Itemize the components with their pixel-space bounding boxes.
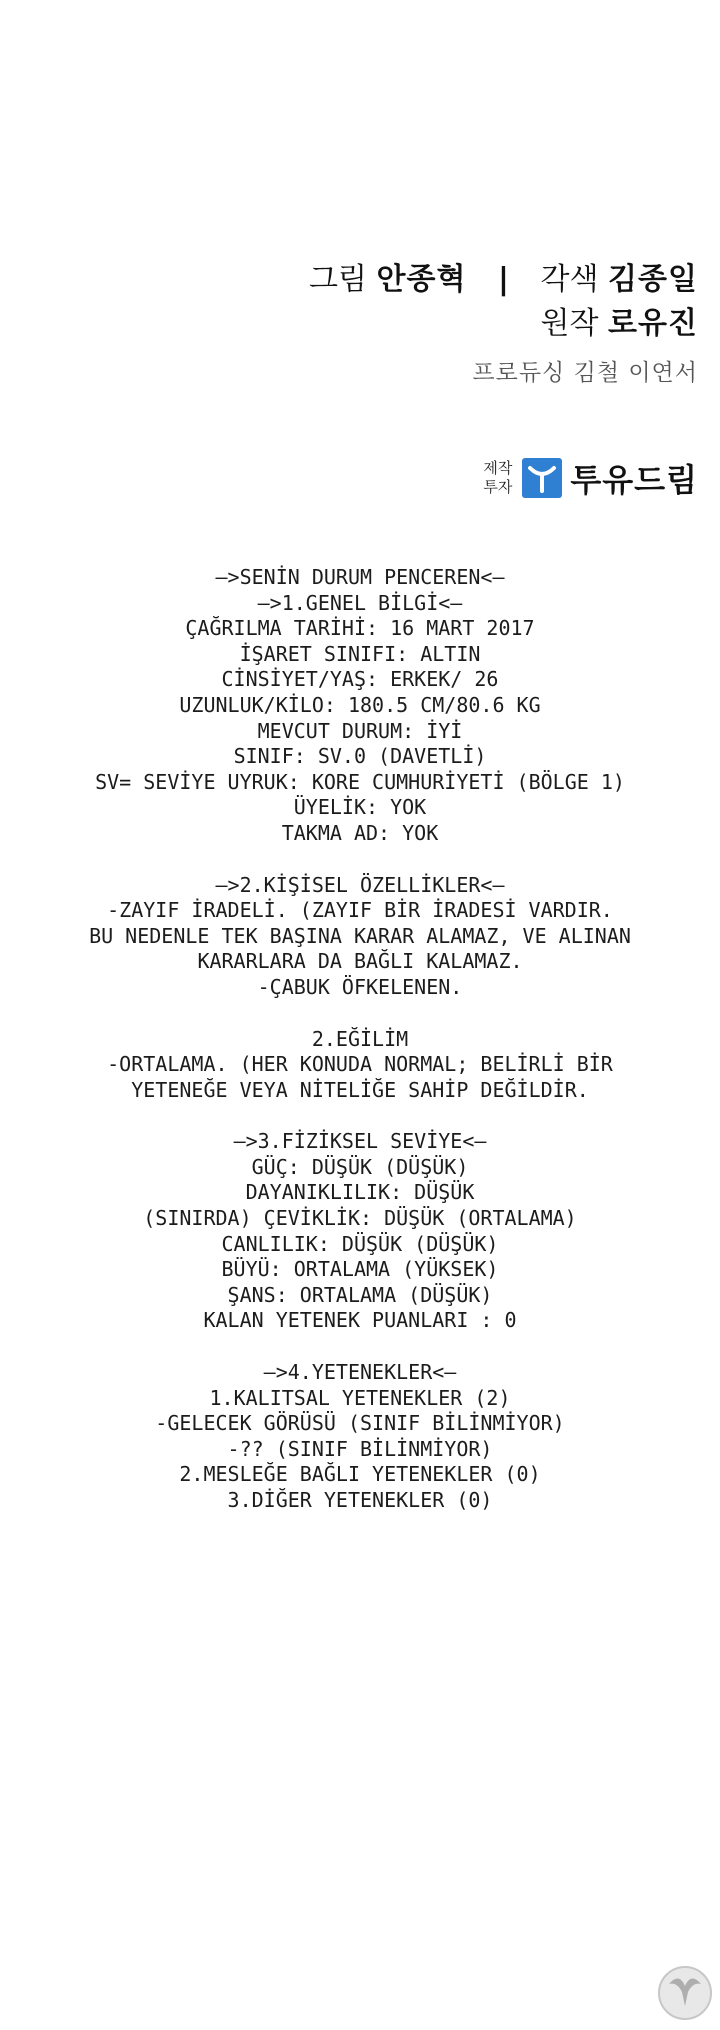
general-info-line: SV= SEVİYE UYRUK: KORE CUMHURİYETİ (BÖLGE 1) (95, 769, 625, 794)
tendency-line: YETENEĞE VEYA NİTELİĞE SAHİP DEĞİLDİR. (131, 1077, 589, 1102)
art-role: 그림 (309, 262, 367, 297)
skills-heading: –>4.YETENEKLER<– (263, 1360, 457, 1385)
skills-line: 1.KALITSAL YETENEKLER (2) (209, 1385, 511, 1410)
general-info-line: SINIF: SV.0 (DAVETLİ) (233, 744, 487, 769)
adapt-name: 김종일 (608, 262, 698, 297)
adapt-role: 각색 (540, 262, 599, 297)
skills-line: -?? (SINIF BİLİNMİYOR) (227, 1436, 493, 1461)
studio-name: 투유드림 (570, 461, 698, 499)
physical-level-line: (SINIRDA) ÇEVİKLİK: DÜŞÜK (ORTALAMA) (143, 1206, 577, 1231)
physical-level-heading: –>3.FİZİKSEL SEVİYE<– (233, 1129, 487, 1154)
general-info-line: ÜYELİK: YOK (293, 795, 427, 820)
section-gap (20, 1103, 700, 1129)
credit-line-art-adapt (309, 258, 698, 302)
tendency-line: -ORTALAMA. (HER KONUDA NORMAL; BELİRLİ BİR (107, 1052, 613, 1077)
tudream-logo-icon (522, 458, 562, 498)
section-gap (20, 847, 700, 873)
general-info-heading: –>1.GENEL BİLGİ<– (257, 590, 463, 615)
tendency-heading: 2.EĞİLİM (311, 1026, 409, 1051)
art-name: 안종혁 (376, 262, 467, 297)
producers-line: 프로듀싱 김철 이연서 (472, 360, 698, 386)
general-info-line: TAKMA AD: YOK (281, 820, 439, 845)
studio-role-production: 제작 (483, 459, 513, 477)
personal-traits-heading: –>2.KİŞİSEL ÖZELLİKLER<– (215, 872, 505, 897)
physical-level-line: KALAN YETENEK PUANLARI : 0 (203, 1308, 517, 1333)
general-info-line: CİNSİYET/YAŞ: ERKEK/ 26 (221, 667, 499, 692)
section-gap (20, 1001, 700, 1027)
general-info-line: ÇAĞRILMA TARİHİ: 16 MART 2017 (185, 616, 535, 641)
credit-line-original (309, 302, 698, 346)
personal-traits-line: -ZAYIF İRADELİ. (ZAYIF BİR İRADESİ VARDIR. (107, 898, 613, 923)
personal-traits-line: BU NEDENLE TEK BAŞINA KARAR ALAMAZ, VE ALINAN (89, 923, 631, 948)
studio-role-investment: 투자 (483, 478, 513, 496)
skills-line: -GELECEK GÖRÜSÜ (SINIF BİLİNMİYOR) (155, 1411, 565, 1436)
original-role: 원작 (540, 306, 599, 341)
status-window-title: –>SENİN DURUM PENCEREN<– (215, 565, 505, 589)
personal-traits-line: -ÇABUK ÖFKELENEN. (257, 974, 463, 999)
original-name: 로유진 (608, 306, 698, 341)
skills-line: 3.DİĞER YETENEKLER (0) (227, 1488, 493, 1512)
status-window (20, 565, 700, 1514)
physical-level-line: DAYANIKLILIK: DÜŞÜK (245, 1180, 475, 1205)
physical-level-line: BÜYÜ: ORTALAMA (YÜKSEK) (221, 1257, 499, 1282)
credits-block (309, 258, 698, 387)
section-gap (20, 1334, 700, 1360)
personal-traits-line: KARARLARA DA BAĞLI KALAMAZ. (197, 949, 523, 974)
bird-emblem-icon (655, 1960, 715, 2022)
physical-level-line: ŞANS: ORTALAMA (DÜŞÜK) (227, 1282, 493, 1307)
general-info-line: MEVCUT DURUM: İYİ (257, 718, 463, 743)
studio-roles (483, 459, 512, 497)
general-info-line: UZUNLUK/KİLO: 180.5 CM/80.6 KG (179, 692, 541, 717)
general-info-line: İŞARET SINIFI: ALTIN (239, 641, 481, 666)
credit-separator: | (498, 262, 509, 297)
physical-level-line: CANLILIK: DÜŞÜK (DÜŞÜK) (221, 1231, 499, 1256)
studio-credit (483, 455, 698, 501)
skills-line: 2.MESLEĞE BAĞLI YETENEKLER (0) (179, 1462, 541, 1487)
physical-level-line: GÜÇ: DÜŞÜK (DÜŞÜK) (251, 1154, 469, 1179)
